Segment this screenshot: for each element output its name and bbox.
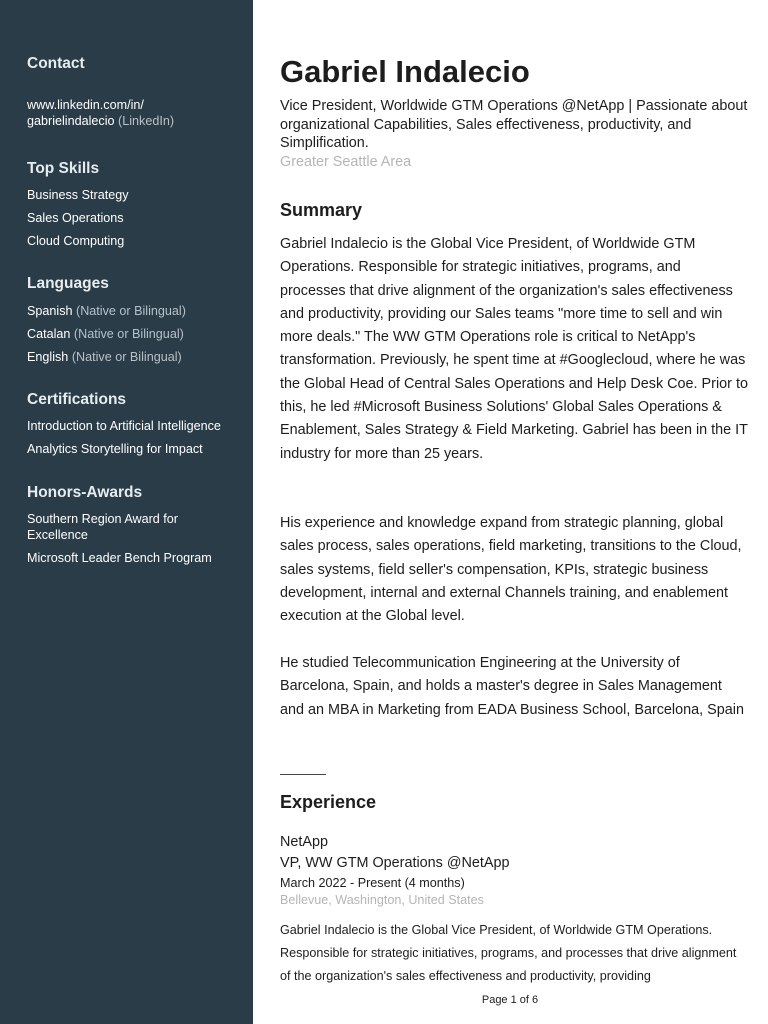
summary-paragraph: His experience and knowledge expand from strategic planning, global sales process, sales operations, field marketing, transitions to the Cloud, sales systems, field seller's compensation, KPIs, strategic business development, internal and external Channels training, and enablement execution at the Global level.: [280, 515, 742, 625]
language-name: Spanish: [27, 304, 73, 318]
linkedin-url-line1: www.linkedin.com/in/: [27, 98, 144, 112]
skill-item: Cloud Computing: [27, 234, 125, 248]
certification-item: Analytics Storytelling for Impact: [27, 442, 203, 456]
experience-heading: Experience: [280, 792, 377, 812]
language-item: [27, 326, 242, 342]
top-skills-heading: Top Skills: [27, 160, 100, 177]
profile-headline: Vice President, Worldwide GTM Operations @NetApp | Passionate about organizational Capabilities, Sales effectiveness, productivity, and Simplification.: [280, 98, 748, 151]
language-level: (Native or Bilingual): [76, 304, 186, 318]
language-item: [27, 303, 242, 319]
experience-role: VP, WW GTM Operations @NetApp: [280, 855, 510, 871]
profile-location: Greater Seattle Area: [280, 154, 412, 170]
linkedin-suffix: (LinkedIn): [118, 114, 175, 128]
honor-item: Southern Region Award for Excellence: [27, 512, 178, 542]
experience-description: Gabriel Indalecio is the Global Vice President, of Worldwide GTM Operations. Responsible for strategic initiatives, programs, and processes that drive alignment of the organization's sales effectiveness and productivity, providing: [280, 923, 737, 983]
skill-item: Business Strategy: [27, 188, 129, 202]
language-name: English: [27, 350, 69, 364]
linkedin-url-line2: gabrielindalecio: [27, 114, 115, 128]
summary-paragraph: He studied Telecommunication Engineering at the University of Barcelona, Spain, and holds a master's degree in Sales Management and an MBA in Marketing from EADA Business School, Barcelona, Spain: [280, 655, 744, 718]
language-name: Catalan: [27, 327, 71, 341]
profile-name: Gabriel Indalecio: [280, 54, 530, 89]
contact-heading: Contact: [27, 55, 85, 72]
linkedin-link[interactable]: [27, 97, 242, 129]
summary-paragraph: Gabriel Indalecio is the Global Vice President, of Worldwide GTM Operations. Responsible for strategic initiatives, programs, and processes that drive alignment of the organization's sales effectiveness and productivity, providing our Sales teams "more time to sell and win more deals." The WW GTM Operations role is critical to NetApp's transformation. Previously, he spent time at #Googlecloud, where he was the Global Head of Central Sales Operations and Help Desk Coe. Prior to this, he led #Microsoft Business Solutions' Global Sales Operations & Enablement, Sales Strategy & Field Marketing. Gabriel has been in the IT industry for more than 25 years.: [280, 236, 748, 462]
section-divider: [280, 774, 326, 775]
experience-company: NetApp: [280, 834, 328, 850]
language-level: (Native or Bilingual): [71, 350, 182, 364]
skill-item: Sales Operations: [27, 211, 124, 225]
honor-item: Microsoft Leader Bench Program: [27, 551, 212, 565]
sidebar: [0, 0, 253, 1024]
experience-dates: March 2022 - Present (4 months): [280, 876, 465, 890]
honors-heading: Honors-Awards: [27, 484, 143, 501]
language-level: (Native or Bilingual): [73, 327, 184, 341]
summary-heading: Summary: [280, 200, 363, 220]
page-number: Page 1 of 6: [430, 994, 590, 1006]
certification-item: Introduction to Artificial Intelligence: [27, 419, 221, 433]
certifications-heading: Certifications: [27, 391, 127, 408]
language-item: [27, 349, 242, 365]
experience-location: Bellevue, Washington, United States: [280, 893, 484, 907]
languages-heading: Languages: [27, 275, 109, 292]
